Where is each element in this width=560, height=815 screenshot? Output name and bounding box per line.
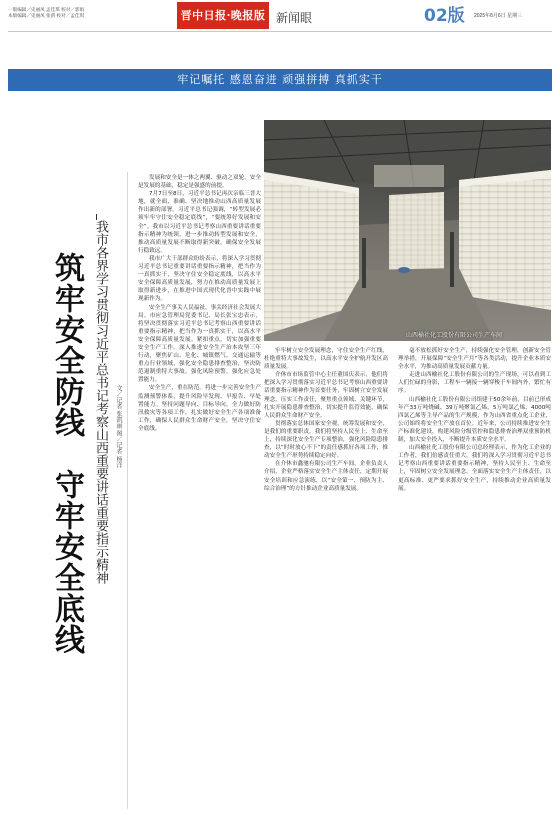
byline: 文／记者 张凯丽 图／记者 杨洋 xyxy=(115,385,121,469)
warehouse-illustration xyxy=(264,120,551,341)
paragraph: 牢牢树立安全发展理念，守住安全生产红线，杜绝重特大事故发生，以高水平安全护航开发区高质量发展。 xyxy=(264,348,388,371)
header-divider xyxy=(8,31,552,32)
section-title: 新闻眼 xyxy=(276,11,313,25)
article-column-3 xyxy=(398,347,551,807)
paragraph: 贯彻落实总体国家安全观，统筹发展和安全，是我们的重要职责。我们将坚持人民至上、生命至上，持续深化安全生产专项整治，强化风险隐患排查，以“时时放心不下”的责任感抓好各项工作，推动安全生产形势持续稳定向好。 xyxy=(264,420,388,460)
issue-date: 2025年8月6日 星期三 xyxy=(474,13,523,19)
staff-line: 一版编辑／史丽凤 孟佳琪 校对／郭娟 xyxy=(8,7,85,12)
paragraph: 在介休市鑫驰有限公司生产车间，企业负责人介绍，企业严格落实安全生产主体责任，定期开展安全培训和应急演练，以“安全第一、预防为主、综合治理”的方针推动企业高质量发展。 xyxy=(264,461,388,492)
headline-gap xyxy=(49,438,84,469)
paragraph: 介休市市场监管中心主任董国庆表示，他们将把深入学习贯彻落实习近平总书记考察山西重要讲话重要指示精神作为首要任务，牢固树立安全发展理念，压实工作责任，聚焦重点领域、关键环节，扎实开展隐患排查整治，切实提升监管效能，确保人民群众生命财产安全。 xyxy=(264,372,388,419)
paragraph: 发展和安全是一体之两翼、驱动之双轮。安全是发展的基础，稳定是强盛的前提。 xyxy=(138,175,261,190)
main-headline xyxy=(19,252,84,772)
photo-caption: 山西榆社化工股份有限公司生产车间 xyxy=(406,332,503,339)
paragraph: 安全生产，重在防范。将进一步完善安全生产监测预警体系，提升风险早发现、早报告、早处置能力。坚持问题导向、目标导向，全力做好防汛救灾等各项工作，扎实做好安全生产各项准备工作，确保人民群众生命财产安全，坚决守住安全底线。 xyxy=(138,385,261,432)
column-divider xyxy=(127,172,128,809)
article-column-1 xyxy=(138,174,261,806)
article-column-2 xyxy=(264,347,388,807)
staff-credits xyxy=(8,7,138,20)
paragraph: 山西榆社化工股份有限公司总经理表示，作为化工企业的工作者，我们倍感责任重大。我们将深入学习贯彻习近平总书记考察山西重要讲话重要指示精神，坚持人民至上、生命至上，牢固树立安全发展理念，全面落实安全生产主体责任，以更高标准、更严要求抓好安全生产，持续推动企业高质量发展。 xyxy=(398,445,551,492)
edition-number: 02版 xyxy=(424,6,465,26)
paragraph: 毫不放松抓好安全生产，持续强化安全管理，创新安全管理举措，开展保障“安全生产月”等各类活动，提升企业本质安全水平，为推动高质量发展贡献力量。 xyxy=(398,348,551,371)
main-headline-line2: 守牢安全底线 xyxy=(49,469,84,655)
masthead-logo: 晋中日报·晚报版 xyxy=(177,2,269,29)
paragraph: 7月7日至8日，习近平总书记再次亲临三晋大地，就全面、准确、坚决地推动山西高质量发展作出新的部署。习近平总书记强调，“转型发展必须牢牢守住安全稳定底线”，“要统筹好发展和安全”。我市以习近平总书记考察山西重要讲话重要指示精神为统领，进一步推动转型发展和安全，推动高质量发展不断取得新突破，确保安全发展行稳致远。 xyxy=(138,191,261,254)
paragraph: 安全生产事关人民福祉，事关经济社会发展大局。市应急管理局党委书记、局长张宝忠表示，将坚决贯彻落实习近平总书记考察山西重要讲话重要指示精神，把当作为一真抓实干，以高水平安全保障高质量发展。紧扣重点，切实加强重要安全生产工作。深入推进安全生产治本攻坚三年行动，聚焦矿山、危化、城镇燃气、交通运输等重点行业领域，强化安全隐患排查整治，坚决防范遏制重特大事故。强化风险预警，强化应急处置能力。 xyxy=(138,304,261,384)
staff-line: 本版编辑／史丽凤 张渭 校对／孟佳琪 xyxy=(8,13,85,19)
warehouse-photo xyxy=(264,120,551,341)
subtitle-headline: 我市各界学习贯彻习近平总书记考察山西重要讲话重要指示精神 xyxy=(93,220,108,584)
paragraph: 走进山西榆社化工股份有限公司的生产现场，可以看到工人们忙碌的身影，工程车一辆接一辆穿梭于车间内外，繁忙有序。 xyxy=(398,372,551,395)
main-headline-line1: 筑牢安全防线 xyxy=(49,252,84,438)
paragraph: 山西榆社化工股份有限公司组建于50余年前，目前已形成年产33万吨烧碱、39万吨聚氯乙烯、5万吨氯乙烯、4000吨四氯乙烯等主导产品的生产规模，作为山西省重点化工企业，公司始终将安全生产放在首位。近年来，公司持续推进安全生产标准化建设，构建风险分级管控和隐患排查治理双重预防机制，加大安全投入，不断提升本质安全水平。 xyxy=(398,396,551,444)
slogan-banner: 牢记嘱托 感恩奋进 顽强拼搏 真抓实干 xyxy=(8,69,552,91)
paragraph: 我市广大干部群众纷纷表示，将深入学习贯彻习近平总书记重要讲话重要指示精神，把当作为一真抓实干，坚决守住安全稳定底线，以高水平安全保障高质量发展，努力在推动高质量发展上取得新进步，在推进中国式现代化晋中实践中展现新作为。 xyxy=(138,255,261,303)
